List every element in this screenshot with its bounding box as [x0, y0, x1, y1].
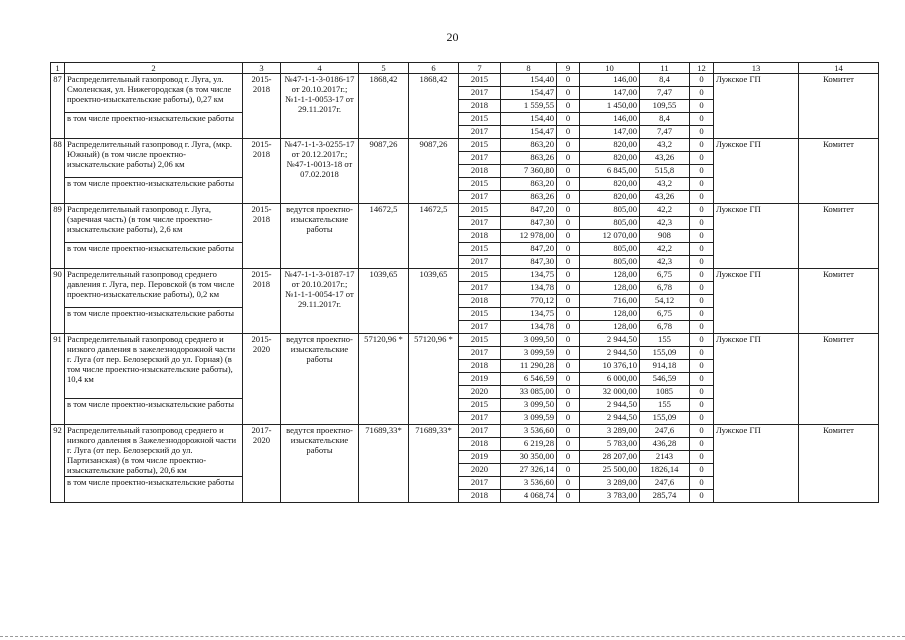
fed-budget-cell: 0 [557, 178, 580, 191]
local-budget-cell: 43,2 [640, 178, 690, 191]
year-cell: 2017 [459, 191, 501, 204]
reg-budget-cell: 805,00 [580, 204, 640, 217]
year-cell: 2018 [459, 100, 501, 113]
other-cell: 0 [690, 282, 714, 295]
remaining-cost: 71689,33* [409, 425, 459, 503]
other-cell: 0 [690, 399, 714, 412]
total-cell: 1 559,55 [501, 100, 557, 113]
total-cell: 863,26 [501, 191, 557, 204]
total-cell: 11 290,28 [501, 360, 557, 373]
object-sub-name: в том числе проектно-изыскательские работы [65, 243, 243, 269]
estimated-cost: 57120,96 * [359, 334, 409, 425]
fed-budget-cell: 0 [557, 230, 580, 243]
object-document: ведутся проектно-изыскательские работы [281, 425, 359, 503]
year-cell: 2015 [459, 269, 501, 282]
column-header: 2 [65, 63, 243, 74]
object-period: 2015-2018 [243, 139, 281, 204]
reg-budget-cell: 820,00 [580, 139, 640, 152]
local-budget-cell: 54,12 [640, 295, 690, 308]
table-row [51, 139, 879, 152]
fed-budget-cell: 0 [557, 165, 580, 178]
year-cell: 2015 [459, 74, 501, 87]
remaining-cost: 1868,42 [409, 74, 459, 139]
fed-budget-cell: 0 [557, 139, 580, 152]
local-budget-cell: 6,75 [640, 269, 690, 282]
year-cell: 2017 [459, 347, 501, 360]
other-cell: 0 [690, 334, 714, 347]
other-cell: 0 [690, 139, 714, 152]
fed-budget-cell: 0 [557, 373, 580, 386]
reg-budget-cell: 128,00 [580, 321, 640, 334]
total-cell: 33 085,00 [501, 386, 557, 399]
reg-budget-cell: 716,00 [580, 295, 640, 308]
total-cell: 863,26 [501, 152, 557, 165]
total-cell: 3 099,59 [501, 347, 557, 360]
total-cell: 4 068,74 [501, 490, 557, 503]
local-budget-cell: 1085 [640, 386, 690, 399]
executor-cell: Лужское ГП [714, 334, 799, 425]
local-budget-cell: 914,18 [640, 360, 690, 373]
other-cell: 0 [690, 74, 714, 87]
year-cell: 2020 [459, 464, 501, 477]
total-cell: 134,75 [501, 269, 557, 282]
reg-budget-cell: 805,00 [580, 217, 640, 230]
year-cell: 2017 [459, 477, 501, 490]
local-budget-cell: 6,78 [640, 321, 690, 334]
year-cell: 2020 [459, 386, 501, 399]
local-budget-cell: 436,28 [640, 438, 690, 451]
object-number: 88 [51, 139, 65, 204]
total-cell: 863,20 [501, 178, 557, 191]
total-cell: 3 099,50 [501, 334, 557, 347]
total-cell: 154,40 [501, 74, 557, 87]
year-cell: 2015 [459, 139, 501, 152]
reg-budget-cell: 2 944,50 [580, 412, 640, 425]
reg-budget-cell: 805,00 [580, 256, 640, 269]
reg-budget-cell: 128,00 [580, 282, 640, 295]
other-cell: 0 [690, 295, 714, 308]
local-budget-cell: 8,4 [640, 113, 690, 126]
total-cell: 847,30 [501, 256, 557, 269]
total-cell: 847,20 [501, 243, 557, 256]
local-budget-cell: 1826,14 [640, 464, 690, 477]
reg-budget-cell: 820,00 [580, 152, 640, 165]
year-cell: 2018 [459, 230, 501, 243]
object-document: ведутся проектно-изыскательские работы [281, 334, 359, 425]
local-budget-cell: 6,75 [640, 308, 690, 321]
fed-budget-cell: 0 [557, 295, 580, 308]
year-cell: 2015 [459, 308, 501, 321]
executor-cell: Лужское ГП [714, 269, 799, 334]
fed-budget-cell: 0 [557, 412, 580, 425]
year-cell: 2018 [459, 295, 501, 308]
object-period: 2015-2018 [243, 204, 281, 269]
object-period: 2015-2018 [243, 269, 281, 334]
other-cell: 0 [690, 230, 714, 243]
fed-budget-cell: 0 [557, 321, 580, 334]
local-budget-cell: 247,6 [640, 477, 690, 490]
object-name: Распределительный газопровод г. Луга, (мкр. Южный) (в том числе проектно-изыскательские работы) 2,06 км [65, 139, 243, 178]
object-number: 90 [51, 269, 65, 334]
reg-budget-cell: 25 500,00 [580, 464, 640, 477]
local-budget-cell: 42,3 [640, 256, 690, 269]
object-name: Распределительный газопровод г. Луга, ул. Смоленская, ул. Нижегородская (в том числе проектно-изыскательские работы), 0,27 км [65, 74, 243, 113]
year-cell: 2019 [459, 451, 501, 464]
program-table [50, 62, 879, 503]
other-cell: 0 [690, 464, 714, 477]
reg-budget-cell: 820,00 [580, 178, 640, 191]
estimated-cost: 1039,65 [359, 269, 409, 334]
other-cell: 0 [690, 191, 714, 204]
object-document: №47-1-1-3-0255-17 от 20.12.2017г.; №47-1-0013-18 от 07.02.2018 [281, 139, 359, 204]
column-header: 10 [580, 63, 640, 74]
column-header: 13 [714, 63, 799, 74]
scan-edge [0, 636, 905, 640]
fed-budget-cell: 0 [557, 152, 580, 165]
local-budget-cell: 155 [640, 399, 690, 412]
fed-budget-cell: 0 [557, 100, 580, 113]
fed-budget-cell: 0 [557, 87, 580, 100]
reg-budget-cell: 6 845,00 [580, 165, 640, 178]
estimated-cost: 1868,42 [359, 74, 409, 139]
column-header: 5 [359, 63, 409, 74]
other-cell: 0 [690, 152, 714, 165]
other-cell: 0 [690, 451, 714, 464]
reg-budget-cell: 2 944,50 [580, 334, 640, 347]
local-budget-cell: 43,26 [640, 152, 690, 165]
reg-budget-cell: 146,00 [580, 74, 640, 87]
local-budget-cell: 6,78 [640, 282, 690, 295]
local-budget-cell: 546,59 [640, 373, 690, 386]
total-cell: 30 350,00 [501, 451, 557, 464]
reg-budget-cell: 32 000,00 [580, 386, 640, 399]
fed-budget-cell: 0 [557, 399, 580, 412]
other-cell: 0 [690, 269, 714, 282]
executor-cell: Лужское ГП [714, 425, 799, 503]
reg-budget-cell: 10 376,10 [580, 360, 640, 373]
customer-cell: Комитет [799, 139, 879, 204]
object-period: 2017-2020 [243, 425, 281, 503]
other-cell: 0 [690, 243, 714, 256]
column-header: 9 [557, 63, 580, 74]
total-cell: 7 360,80 [501, 165, 557, 178]
executor-cell: Лужское ГП [714, 139, 799, 204]
object-sub-name: в том числе проектно-изыскательские работы [65, 178, 243, 204]
other-cell: 0 [690, 321, 714, 334]
fed-budget-cell: 0 [557, 282, 580, 295]
year-cell: 2018 [459, 490, 501, 503]
object-number: 87 [51, 74, 65, 139]
year-cell: 2017 [459, 126, 501, 139]
local-budget-cell: 43,2 [640, 139, 690, 152]
reg-budget-cell: 2 944,50 [580, 399, 640, 412]
total-cell: 6 546,59 [501, 373, 557, 386]
table-row [51, 74, 879, 87]
table-row [51, 425, 879, 438]
reg-budget-cell: 6 000,00 [580, 373, 640, 386]
object-document: №47-1-1-3-0187-17 от 20.10.2017г.; №1-1-1-0054-17 от 29.11.2017г. [281, 269, 359, 334]
year-cell: 2017 [459, 282, 501, 295]
remaining-cost: 57120,96 * [409, 334, 459, 425]
other-cell: 0 [690, 386, 714, 399]
year-cell: 2017 [459, 256, 501, 269]
table-row [51, 269, 879, 282]
local-budget-cell: 109,55 [640, 100, 690, 113]
table-row [51, 334, 879, 347]
object-number: 89 [51, 204, 65, 269]
object-period: 2015-2020 [243, 334, 281, 425]
object-name: Распределительный газопровод г. Луга, (заречная часть) (в том числе проектно-изыскательские работы), 2,6 км [65, 204, 243, 243]
table-body [51, 63, 879, 503]
reg-budget-cell: 12 070,00 [580, 230, 640, 243]
column-header: 6 [409, 63, 459, 74]
executor-cell: Лужское ГП [714, 204, 799, 269]
local-budget-cell: 155 [640, 334, 690, 347]
local-budget-cell: 155,09 [640, 412, 690, 425]
year-cell: 2018 [459, 360, 501, 373]
year-cell: 2019 [459, 373, 501, 386]
other-cell: 0 [690, 477, 714, 490]
fed-budget-cell: 0 [557, 191, 580, 204]
fed-budget-cell: 0 [557, 386, 580, 399]
fed-budget-cell: 0 [557, 451, 580, 464]
other-cell: 0 [690, 100, 714, 113]
local-budget-cell: 2143 [640, 451, 690, 464]
reg-budget-cell: 3 289,00 [580, 477, 640, 490]
table-row [51, 204, 879, 217]
total-cell: 863,20 [501, 139, 557, 152]
column-header: 14 [799, 63, 879, 74]
local-budget-cell: 285,74 [640, 490, 690, 503]
column-header: 8 [501, 63, 557, 74]
year-cell: 2015 [459, 243, 501, 256]
total-cell: 847,30 [501, 217, 557, 230]
executor-cell: Лужское ГП [714, 74, 799, 139]
fed-budget-cell: 0 [557, 269, 580, 282]
column-header: 1 [51, 63, 65, 74]
year-cell: 2015 [459, 113, 501, 126]
column-header: 12 [690, 63, 714, 74]
object-sub-name: в том числе проектно-изыскательские работы [65, 113, 243, 139]
local-budget-cell: 515,8 [640, 165, 690, 178]
total-cell: 3 099,59 [501, 412, 557, 425]
customer-cell: Комитет [799, 269, 879, 334]
column-header: 4 [281, 63, 359, 74]
fed-budget-cell: 0 [557, 204, 580, 217]
total-cell: 847,20 [501, 204, 557, 217]
year-cell: 2015 [459, 178, 501, 191]
total-cell: 154,40 [501, 113, 557, 126]
reg-budget-cell: 1 450,00 [580, 100, 640, 113]
fed-budget-cell: 0 [557, 74, 580, 87]
year-cell: 2018 [459, 438, 501, 451]
other-cell: 0 [690, 347, 714, 360]
fed-budget-cell: 0 [557, 477, 580, 490]
total-cell: 3 099,50 [501, 399, 557, 412]
other-cell: 0 [690, 126, 714, 139]
estimated-cost: 14672,5 [359, 204, 409, 269]
fed-budget-cell: 0 [557, 425, 580, 438]
total-cell: 3 536,60 [501, 477, 557, 490]
local-budget-cell: 7,47 [640, 87, 690, 100]
local-budget-cell: 42,3 [640, 217, 690, 230]
remaining-cost: 1039,65 [409, 269, 459, 334]
total-cell: 134,78 [501, 282, 557, 295]
other-cell: 0 [690, 217, 714, 230]
total-cell: 12 978,00 [501, 230, 557, 243]
customer-cell: Комитет [799, 204, 879, 269]
reg-budget-cell: 820,00 [580, 191, 640, 204]
remaining-cost: 9087,26 [409, 139, 459, 204]
object-name: Распределительный газопровод среднего и низкого давления в зажелезнодорожной части г. Луга (от пер. Белозерский до ул. Горная) (в том числе проектно-изыскательские работы), 10,4 км [65, 334, 243, 399]
other-cell: 0 [690, 373, 714, 386]
other-cell: 0 [690, 438, 714, 451]
fed-budget-cell: 0 [557, 308, 580, 321]
customer-cell: Комитет [799, 425, 879, 503]
fed-budget-cell: 0 [557, 256, 580, 269]
total-cell: 3 536,60 [501, 425, 557, 438]
year-cell: 2015 [459, 334, 501, 347]
header-row [51, 63, 879, 74]
local-budget-cell: 908 [640, 230, 690, 243]
column-header: 7 [459, 63, 501, 74]
fed-budget-cell: 0 [557, 243, 580, 256]
total-cell: 154,47 [501, 126, 557, 139]
total-cell: 770,12 [501, 295, 557, 308]
reg-budget-cell: 128,00 [580, 308, 640, 321]
fed-budget-cell: 0 [557, 438, 580, 451]
object-sub-name: в том числе проектно-изыскательские работы [65, 399, 243, 425]
reg-budget-cell: 147,00 [580, 87, 640, 100]
object-sub-name: в том числе проектно-изыскательские работы [65, 308, 243, 334]
other-cell: 0 [690, 256, 714, 269]
fed-budget-cell: 0 [557, 113, 580, 126]
reg-budget-cell: 3 289,00 [580, 425, 640, 438]
estimated-cost: 9087,26 [359, 139, 409, 204]
reg-budget-cell: 805,00 [580, 243, 640, 256]
year-cell: 2015 [459, 204, 501, 217]
year-cell: 2018 [459, 165, 501, 178]
column-header: 11 [640, 63, 690, 74]
local-budget-cell: 43,26 [640, 191, 690, 204]
other-cell: 0 [690, 204, 714, 217]
local-budget-cell: 247,6 [640, 425, 690, 438]
other-cell: 0 [690, 165, 714, 178]
local-budget-cell: 155,09 [640, 347, 690, 360]
estimated-cost: 71689,33* [359, 425, 409, 503]
page-number: 20 [446, 30, 459, 44]
fed-budget-cell: 0 [557, 217, 580, 230]
fed-budget-cell: 0 [557, 360, 580, 373]
local-budget-cell: 7,47 [640, 126, 690, 139]
other-cell: 0 [690, 360, 714, 373]
other-cell: 0 [690, 308, 714, 321]
reg-budget-cell: 5 783,00 [580, 438, 640, 451]
reg-budget-cell: 2 944,50 [580, 347, 640, 360]
reg-budget-cell: 147,00 [580, 126, 640, 139]
object-number: 91 [51, 334, 65, 425]
customer-cell: Комитет [799, 74, 879, 139]
fed-budget-cell: 0 [557, 334, 580, 347]
fed-budget-cell: 0 [557, 347, 580, 360]
total-cell: 6 219,28 [501, 438, 557, 451]
object-sub-name: в том числе проектно-изыскательские работы [65, 477, 243, 503]
year-cell: 2017 [459, 87, 501, 100]
fed-budget-cell: 0 [557, 464, 580, 477]
other-cell: 0 [690, 87, 714, 100]
object-document: №47-1-1-3-0186-17 от 20.10.2017г.; №1-1-1-0053-17 от 29.11.2017г. [281, 74, 359, 139]
year-cell: 2015 [459, 399, 501, 412]
customer-cell: Комитет [799, 334, 879, 425]
object-name: Распределительный газопровод среднего давления г. Луга, пер. Перовской (в том числе проектно-изыскательские работы), 0,2 км [65, 269, 243, 308]
other-cell: 0 [690, 425, 714, 438]
object-document: ведутся проектно-изыскательские работы [281, 204, 359, 269]
object-number: 92 [51, 425, 65, 503]
total-cell: 134,78 [501, 321, 557, 334]
other-cell: 0 [690, 113, 714, 126]
year-cell: 2017 [459, 412, 501, 425]
reg-budget-cell: 128,00 [580, 269, 640, 282]
reg-budget-cell: 146,00 [580, 113, 640, 126]
year-cell: 2017 [459, 217, 501, 230]
fed-budget-cell: 0 [557, 490, 580, 503]
column-header: 3 [243, 63, 281, 74]
local-budget-cell: 42,2 [640, 243, 690, 256]
year-cell: 2017 [459, 425, 501, 438]
total-cell: 154,47 [501, 87, 557, 100]
total-cell: 27 326,14 [501, 464, 557, 477]
other-cell: 0 [690, 490, 714, 503]
reg-budget-cell: 3 783,00 [580, 490, 640, 503]
other-cell: 0 [690, 178, 714, 191]
reg-budget-cell: 28 207,00 [580, 451, 640, 464]
remaining-cost: 14672,5 [409, 204, 459, 269]
local-budget-cell: 42,2 [640, 204, 690, 217]
object-period: 2015-2018 [243, 74, 281, 139]
total-cell: 134,75 [501, 308, 557, 321]
object-name: Распределительный газопровод среднего и низкого давления в Зажелезнодорожной части г. Луга (от пер. Белозерский до ул. Партизанская) (в том числе проектно-изыскательские работы), 20,6 км [65, 425, 243, 477]
year-cell: 2017 [459, 152, 501, 165]
fed-budget-cell: 0 [557, 126, 580, 139]
local-budget-cell: 8,4 [640, 74, 690, 87]
other-cell: 0 [690, 412, 714, 425]
year-cell: 2017 [459, 321, 501, 334]
